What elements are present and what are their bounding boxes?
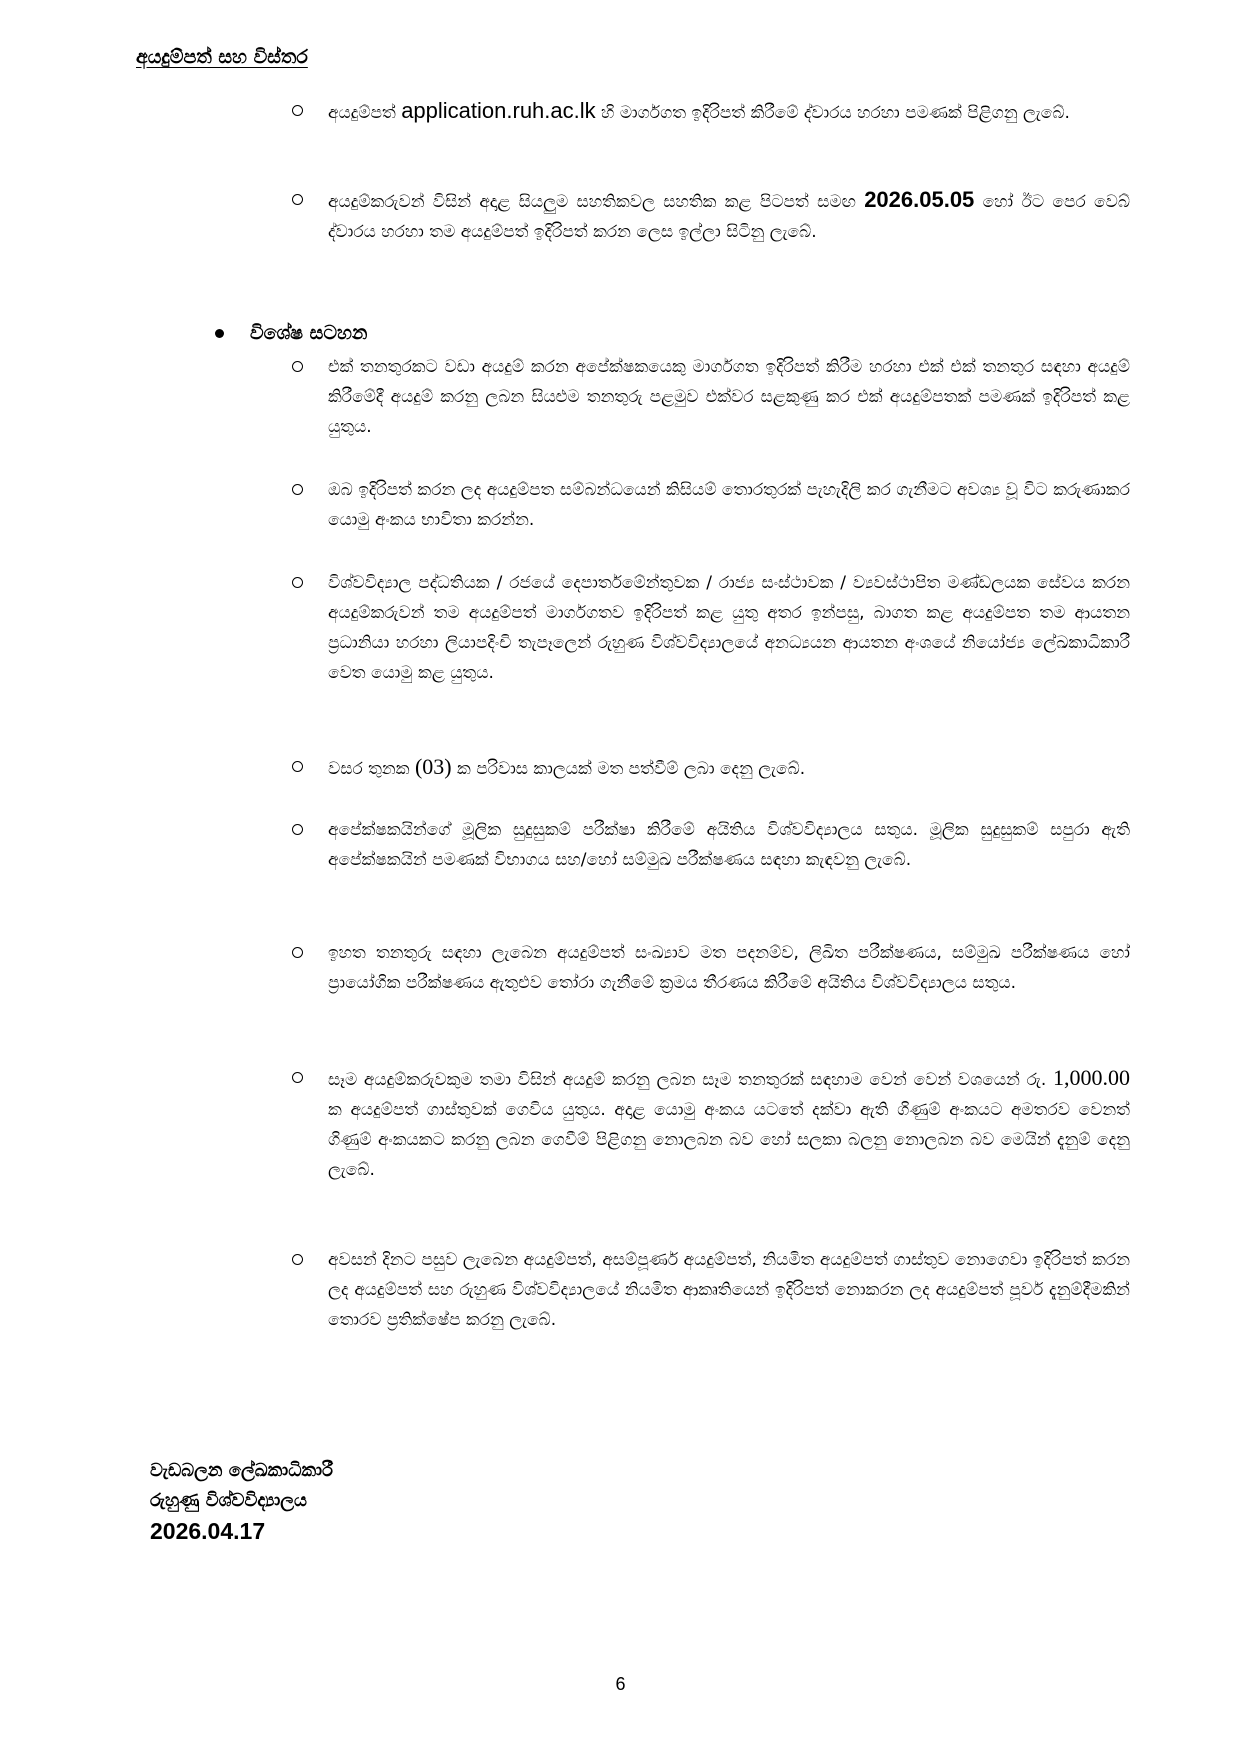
item-text: අවසන් දිනට පසුව ලැබෙන අයදුම්පත්, අසම්පූර්ණ අයදුම්පත්, නියමිත අයදුම්පත් ගාස්තුව නොගෙවා ඉදිරිපත් කරන ලද අයදුම්පත් සහ රුහුණ විශ්වවිද්‍යාලයේ නියමිත ආකෘතියෙන් ඉදිරිපත් නොකරන ලද අයදුම්පත් පූර්ව දැනුම්දීමකින් තොරව ප්‍රතික්ෂේප කරනු ලැබේ. (328, 1250, 1130, 1330)
hollow-bullet-icon (292, 194, 303, 205)
item-text: වසර තුනක (328, 759, 415, 779)
list-item (290, 352, 1130, 442)
item-text: අයදුම්කරුවන් විසින් අදාළ සියලුම සහතිකවල සහතික කළ පිටපත් සමඟ (328, 192, 865, 212)
deadline-date: 2026.05.05 (864, 187, 975, 212)
list-item (290, 568, 1130, 688)
special-notes-title: විශේෂ සටහන (250, 322, 368, 344)
application-list (290, 185, 1130, 247)
item-text: අයදුම්පත් (328, 103, 402, 123)
item-text: ඔබ ඉදිරිපත් කරන ලද අයදුම්පත සම්බන්ධයෙන් කිසියම් තොරතුරක් පැහැදිලි කර ගැනීමට අවශ්‍ය වූ විට කරුණාකර යොමු අංකය භාවිතා කරන්න. (328, 480, 1130, 530)
list-item (290, 475, 1130, 535)
application-fee: 1,000.00 (1053, 1065, 1130, 1090)
special-notes-list (290, 475, 1130, 535)
special-notes-list (290, 352, 1130, 442)
item-text: ක පරිවාස කාලයක් මත පත්වීම් ලබා දෙනු ලැබේ. (451, 759, 806, 779)
application-url: application.ruh.ac.lk (401, 98, 596, 123)
item-text: හි මාර්ගගත ඉදිරිපත් කිරීමේ ද්වාරය හරහා පමණක් පිළිගනු ලැබේ. (595, 103, 1070, 123)
item-text: ඉහත තනතුරු සඳහා ලැබෙන අයදුම්පත් සංඛ්‍යාව මත පදනම්ව, ලිඛිත පරීක්ෂණය, සම්මුඛ පරීක්ෂණය හෝ ප්‍රායෝගික පරීක්ෂණය ඇතුළුව තෝරා ගැනීමේ ක්‍රමය තීරණය කිරීමේ අයිතිය විශ්වවිද්‍යාලය සතුය. (328, 943, 1130, 993)
list-item (290, 752, 1130, 784)
list-item (290, 815, 1130, 875)
item-text: විශ්වවිද්‍යාල පද්ධතියක / රජයේ දෙපාර්තමේන්තුවක / රාජ්‍ය සංස්ථාවක / ව්‍යවස්ථාපිත මණ්ඩලයක සේවය කරන අයදුම්කරුවන් තම අයදුම්පත් මාර්ගගතව ඉදිරිපත් කළ යුතු අතර ඉන්පසු, බාගත කළ අයදුම්පත තම ආයතන ප්‍රධානියා හරහා ලියාපදිංචි තැපෑලෙන් රුහුණ විශ්වවිද්‍යාලයේ අනධ්‍යයන ආයතන අංශයේ නියෝජ්‍ය ලේඛකාධිකාරී වෙත යොමු කළ යුතුය. (328, 573, 1130, 683)
probation-years: (03) (414, 754, 452, 779)
item-text: අපේක්ෂකයින්ගේ මූලික සුදුසුකම් පරීක්ෂා කිරීමේ අයිතිය විශ්වවිද්‍යාලය සතුය. මූලික සුදුසුකම් සපුරා ඇති අපේක්ෂකයින් පමණක් විභාගය සහ/හෝ සම්මුඛ පරීක්ෂණය සඳහා කැඳවනු ලැබේ. (328, 820, 1130, 870)
special-notes-list (290, 938, 1130, 998)
special-notes-heading (215, 322, 367, 344)
signature-date: 2026.04.17 (150, 1518, 266, 1544)
special-notes-list (290, 568, 1130, 688)
item-text: සෑම අයදුම්කරුවකුම තමා විසින් අයදුම් කරනු ලබන සෑම තනතුරක් සඳහාම වෙන් වෙන් වශයෙන් රු. (328, 1070, 1053, 1090)
application-list (290, 96, 1130, 128)
hollow-bullet-icon (292, 105, 303, 116)
hollow-bullet-icon (292, 824, 303, 835)
list-item (290, 96, 1130, 128)
hollow-bullet-icon (292, 947, 303, 958)
list-item (290, 1063, 1130, 1185)
special-notes-list (290, 752, 1130, 784)
hollow-bullet-icon (292, 577, 303, 588)
hollow-bullet-icon (292, 761, 303, 772)
signatory-organization: රුහුණු විශ්වවිද්‍යාලය (150, 1490, 307, 1511)
signature-block (150, 1456, 333, 1546)
list-item (290, 1245, 1130, 1335)
hollow-bullet-icon (292, 484, 303, 495)
signatory-title: වැඩබලන ලේඛකාධිකාරී (150, 1460, 333, 1481)
page-number: 6 (615, 1674, 626, 1694)
item-text: එක් තනතුරකට වඩා අයදුම් කරන අපේක්ෂකයෙකු මාර්ගගත ඉදිරිපත් කිරීම හරහා එක් එක් තනතුර සඳහා අයදුම් කිරීමේදී අයදුම් කරනු ලබන සියළුම තනතුරු පළමුව එක්වර සළකුණු කර එක් අයදුම්පතක් පමණක් ඉදිරිපත් කළ යුතුය. (328, 357, 1130, 437)
item-text: ක අයදුම්පත් ගාස්තුවක් ගෙවිය යුතුය. අදාළ යොමු අංකය යටතේ දක්වා ඇති ගිණුම් අංකයට අමතරව වෙනත් ගිණුම් අංකයකට කරනු ලබන ගෙවීම් පිළිගනු නොලබන බව හෝ සලකා බලනු නොලබන බව මෙයින් දැනුම් දෙනු ලැබේ. (328, 1100, 1130, 1180)
filled-bullet-icon (215, 329, 224, 338)
special-notes-list (290, 1063, 1130, 1185)
item-text: හෝ ඊට පෙර වෙබ් ද්වාරය හරහා තම අයදුම්පත් ඉදිරිපත් කරන ලෙස ඉල්ලා සිටිනු ලැබේ. (328, 192, 1130, 242)
section-heading: අයදුම්පත් සහ විස්තර (136, 46, 308, 68)
special-notes-list (290, 1245, 1130, 1335)
list-item (290, 938, 1130, 998)
special-notes-list (290, 815, 1130, 875)
list-item (290, 185, 1130, 247)
hollow-bullet-icon (292, 1254, 303, 1265)
hollow-bullet-icon (292, 1072, 303, 1083)
hollow-bullet-icon (292, 361, 303, 372)
